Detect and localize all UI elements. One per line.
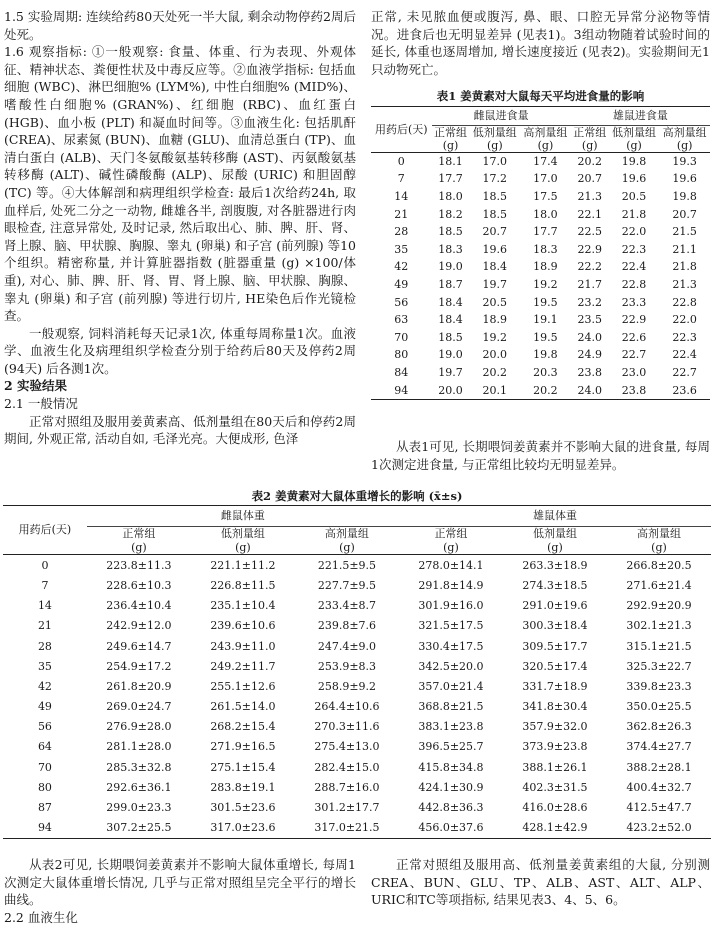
table-row <box>371 364 710 382</box>
value-cell: 18.4 <box>438 295 463 309</box>
value-cell: 235.1±10.4 <box>210 599 276 613</box>
table-row <box>3 697 711 717</box>
day-cell: 94 <box>3 818 87 839</box>
group-label: 低剂量组 <box>612 125 657 139</box>
value-cell: 264.4±10.6 <box>314 700 380 714</box>
value-cell: 23.3 <box>621 295 647 309</box>
value-cell: 22.7 <box>672 366 697 380</box>
unit-label: (g) <box>443 540 459 554</box>
value-cell: 228.6±10.3 <box>106 578 172 592</box>
day-cell: 14 <box>394 190 409 204</box>
value-cell: 342.5±20.0 <box>418 659 484 673</box>
value-cell: 23.0 <box>621 366 647 380</box>
value-cell: 325.3±22.7 <box>626 659 692 673</box>
value-cell: 373.9±23.8 <box>522 740 588 754</box>
value-cell: 17.0 <box>482 154 508 168</box>
value-cell: 18.3 <box>533 242 558 256</box>
column-group-header: 雄鼠体重 <box>399 506 711 527</box>
value-cell: 18.9 <box>482 313 508 327</box>
value-cell: 307.2±25.5 <box>87 818 191 839</box>
value-cell: 249.2±11.7 <box>210 659 276 673</box>
value-cell: 19.8 <box>533 348 558 362</box>
column-header <box>399 527 503 555</box>
value-cell: 21.1 <box>672 242 697 256</box>
value-cell: 17.5 <box>533 190 558 204</box>
value-cell: 285.3±32.8 <box>106 760 172 774</box>
value-cell: 17.7 <box>533 225 558 239</box>
value-cell: 19.0 <box>438 260 463 274</box>
unit-label: (g) <box>547 540 563 554</box>
value-cell: 261.8±20.9 <box>106 679 172 693</box>
day-cell: 70 <box>394 330 409 344</box>
value-cell: 226.8±11.5 <box>210 578 276 592</box>
value-cell: 23.8 <box>609 381 660 399</box>
day-cell: 49 <box>37 700 52 714</box>
value-cell: 247.4±9.0 <box>317 639 377 653</box>
value-cell: 22.1 <box>577 207 602 221</box>
value-cell: 315.1±21.5 <box>626 639 692 653</box>
value-cell: 428.1±42.9 <box>503 818 607 839</box>
unit-label: (g) <box>651 540 667 554</box>
day-cell: 14 <box>37 599 52 613</box>
paragraph: 一般观察, 饲料消耗每天记录1次, 体重每周称量1次。血液学、血液生化及病理组织学检查分别于给药后80天及停药2周 (94天) 后各测1次。 <box>4 325 356 376</box>
value-cell: 261.5±14.0 <box>210 700 276 714</box>
value-cell: 18.9 <box>533 260 558 274</box>
value-cell: 19.8 <box>621 154 647 168</box>
day-cell: 80 <box>37 780 52 794</box>
value-cell: 383.1±23.8 <box>418 720 484 734</box>
value-cell: 18.2 <box>438 207 463 221</box>
day-cell: 0 <box>41 558 49 572</box>
column-header <box>432 125 470 152</box>
value-cell: 299.0±23.3 <box>106 801 172 815</box>
value-cell: 291.0±19.6 <box>522 599 588 613</box>
column-group-header: 雄鼠进食量 <box>571 107 710 126</box>
table-row <box>3 555 711 576</box>
value-cell: 23.5 <box>577 313 602 327</box>
day-cell: 0 <box>397 154 405 168</box>
table-row <box>371 241 710 259</box>
table-header-row <box>371 107 710 126</box>
value-cell: 275.1±15.4 <box>210 760 276 774</box>
value-cell: 424.1±30.9 <box>418 780 484 794</box>
value-cell: 317.0±23.6 <box>191 818 295 839</box>
value-cell: 258.9±9.2 <box>317 679 377 693</box>
value-cell: 271.6±21.4 <box>626 578 692 592</box>
column-group-header: 雌鼠体重 <box>87 506 399 527</box>
group-label: 高剂量组 <box>523 125 568 139</box>
value-cell: 19.3 <box>672 154 697 168</box>
value-cell: 341.8±30.4 <box>522 700 588 714</box>
day-cell: 42 <box>394 260 409 274</box>
unit-label: (g) <box>486 138 503 152</box>
value-cell: 19.1 <box>533 313 558 327</box>
day-cell: 7 <box>41 578 49 592</box>
value-cell: 20.3 <box>533 366 558 380</box>
value-cell: 317.0±21.5 <box>295 818 399 839</box>
day-cell: 49 <box>394 278 409 292</box>
value-cell: 19.5 <box>533 295 558 309</box>
value-cell: 18.5 <box>438 330 463 344</box>
value-cell: 22.6 <box>621 330 647 344</box>
value-cell: 22.2 <box>577 260 602 274</box>
value-cell: 249.6±14.7 <box>106 639 172 653</box>
column-header: 用药后(天) <box>371 107 432 153</box>
value-cell: 20.2 <box>482 366 508 380</box>
value-cell: 18.4 <box>438 313 463 327</box>
value-cell: 20.0 <box>482 348 508 362</box>
day-cell: 28 <box>37 639 52 653</box>
value-cell: 239.8±7.6 <box>317 619 377 633</box>
group-label: 高剂量组 <box>324 527 369 541</box>
value-cell: 271.9±16.5 <box>210 740 276 754</box>
day-cell: 7 <box>397 172 405 186</box>
right-column-after-table1 <box>371 438 710 473</box>
value-cell: 18.5 <box>482 207 508 221</box>
value-cell: 281.1±28.0 <box>106 740 172 754</box>
column-header: 用药后(天) <box>3 506 87 555</box>
table-row <box>3 737 711 757</box>
value-cell: 243.9±11.0 <box>210 639 276 653</box>
value-cell: 400.4±32.7 <box>626 780 692 794</box>
table-row <box>371 170 710 188</box>
value-cell: 20.5 <box>621 190 647 204</box>
group-label: 高剂量组 <box>662 125 707 139</box>
value-cell: 24.0 <box>571 381 609 399</box>
unit-label: (g) <box>339 540 355 554</box>
paragraph: 2.1 一般情况 <box>4 396 78 412</box>
value-cell: 22.0 <box>621 225 647 239</box>
value-cell: 20.1 <box>469 381 520 399</box>
value-cell: 18.0 <box>438 190 463 204</box>
value-cell: 274.3±18.5 <box>522 578 588 592</box>
table-row <box>3 616 711 636</box>
value-cell: 423.2±52.0 <box>607 818 711 839</box>
table-row <box>3 656 711 676</box>
table-row <box>371 381 710 399</box>
value-cell: 266.8±20.5 <box>626 558 692 572</box>
value-cell: 20.0 <box>432 381 470 399</box>
value-cell: 23.6 <box>659 381 710 399</box>
value-cell: 18.7 <box>438 278 463 292</box>
table-row <box>371 346 710 364</box>
table-header-row <box>3 527 711 555</box>
value-cell: 301.5±23.6 <box>210 801 276 815</box>
unit-label: (g) <box>235 540 251 554</box>
value-cell: 21.7 <box>577 278 602 292</box>
bottom-left-text <box>4 856 356 926</box>
value-cell: 22.8 <box>621 278 647 292</box>
column-group-header: 雌鼠进食量 <box>432 107 571 126</box>
table1-caption: 表1 姜黄素对大鼠每天平均进食量的影响 <box>436 89 645 103</box>
value-cell: 233.4±8.7 <box>317 599 377 613</box>
value-cell: 22.8 <box>672 295 697 309</box>
value-cell: 282.4±15.0 <box>314 760 380 774</box>
column-header <box>87 527 191 555</box>
group-label: 低剂量组 <box>472 125 517 139</box>
column-header <box>607 527 711 555</box>
value-cell: 236.4±10.4 <box>106 599 172 613</box>
unit-label: (g) <box>626 138 642 152</box>
value-cell: 20.7 <box>672 207 697 221</box>
table-row <box>3 818 711 839</box>
value-cell: 20.2 <box>577 154 602 168</box>
value-cell: 19.7 <box>438 366 463 380</box>
day-cell: 87 <box>37 801 52 815</box>
value-cell: 357.0±21.4 <box>418 679 484 693</box>
value-cell: 416.0±28.6 <box>522 801 588 815</box>
table-row <box>3 636 711 656</box>
value-cell: 18.3 <box>438 242 463 256</box>
value-cell: 22.4 <box>672 348 697 362</box>
value-cell: 20.5 <box>482 295 508 309</box>
column-header <box>295 527 399 555</box>
value-cell: 19.0 <box>438 348 463 362</box>
value-cell: 302.1±21.3 <box>626 619 692 633</box>
value-cell: 221.5±9.5 <box>317 558 377 572</box>
value-cell: 269.0±24.7 <box>106 700 172 714</box>
value-cell: 19.6 <box>672 172 697 186</box>
value-cell: 19.6 <box>621 172 647 186</box>
value-cell: 331.7±18.9 <box>522 679 588 693</box>
paragraph: 正常对照组及服用高、低剂量姜黄素组的大鼠, 分别测CREA、BUN、GLU、TP、ALB、AST、ALT、ALP、URIC和TC等项指标, 结果见表3、4、5、6。 <box>371 857 710 908</box>
value-cell: 19.2 <box>482 330 508 344</box>
value-cell: 24.9 <box>577 348 602 362</box>
day-cell: 35 <box>37 659 52 673</box>
value-cell: 19.7 <box>482 278 508 292</box>
left-column-text <box>4 8 356 448</box>
day-cell: 35 <box>394 242 409 256</box>
paragraph: 1.6 观察指标: ①一般观察: 食量、体重、行为表现、外观体征、精神状态、粪便性状及中毒反应等。②血液学指标: 包括血细胞 (WBC)、淋巴细胞% (LYM%), 中性白细胞% (MID%)、嗜酸性白细胞% (GRAN%)、红细胞 (RBC)、血红蛋白 (HGB)、血小板 (PLT) 和凝血时间等。③血液生化: 包括肌酐 (CREA)、尿素氮 (BUN)、血糖 (GLU)、血清总蛋白 (TP)、血清白蛋白 (ALB)、天门冬氨酸氨基转移酶 (AST)、丙氨酸氨基转移酶 (ALT)、碱性磷酸酶 (ALP)、尿酸 (URIC) 和胆固醇 (TC) 等。④大体解剖和病理组织学检查: 最后1次给药24h, 取血样后, 处死二分之一动物, 雌雄各半, 剖腹腹, 对各脏器进行肉眼检查, 注意异常处, 及时记录, 然后取出心、肺、脾、肝、肾、肾上腺、脑、甲状腺、胸腺、睾丸 (卵巢) 和子宫 (前列腺) 等10个组织。精密称量, 并计算脏器指数 (脏器重量 (g) ×100/体重), 对心、肺、脾、肝、肾、胃、肾上腺、脑、甲状腺、胸腺、睾丸 (卵巢) 和子宫 (前列腺) 等进行切片, HE染色后作光镜检查。 <box>4 44 356 324</box>
value-cell: 309.5±17.7 <box>522 639 588 653</box>
value-cell: 396.5±25.7 <box>418 740 484 754</box>
day-cell: 70 <box>37 760 52 774</box>
value-cell: 21.8 <box>672 260 697 274</box>
paragraph: 1.5 实验周期: 连续给药80天处死一半大鼠, 剩余动物停药2周后处死。 <box>4 9 356 42</box>
value-cell: 18.1 <box>438 154 463 168</box>
table-row <box>371 293 710 311</box>
day-cell: 28 <box>394 225 409 239</box>
value-cell: 22.0 <box>672 313 697 327</box>
table2-caption: 表2 姜黄素对大鼠体重增长的影响 (x̄±s) <box>251 489 463 503</box>
table-row <box>3 797 711 817</box>
value-cell: 292.6±36.1 <box>106 780 172 794</box>
value-cell: 254.9±17.2 <box>106 659 172 673</box>
value-cell: 20.2 <box>520 381 571 399</box>
value-cell: 388.2±28.1 <box>626 760 692 774</box>
value-cell: 357.9±32.0 <box>522 720 588 734</box>
day-cell: 94 <box>371 381 432 399</box>
column-header <box>191 527 295 555</box>
value-cell: 456.0±37.6 <box>399 818 503 839</box>
value-cell: 17.2 <box>482 172 508 186</box>
value-cell: 239.6±10.6 <box>210 619 276 633</box>
value-cell: 301.2±17.7 <box>314 801 380 815</box>
bottom-right-text <box>371 856 710 909</box>
unit-label: (g) <box>442 138 459 152</box>
day-cell: 21 <box>37 619 52 633</box>
table-row <box>3 777 711 797</box>
value-cell: 23.2 <box>577 295 602 309</box>
value-cell: 17.4 <box>533 154 558 168</box>
column-header <box>469 125 520 152</box>
value-cell: 270.3±11.6 <box>314 720 380 734</box>
value-cell: 24.0 <box>577 330 602 344</box>
value-cell: 255.1±12.6 <box>210 679 276 693</box>
value-cell: 320.5±17.4 <box>522 659 588 673</box>
value-cell: 292.9±20.9 <box>626 599 692 613</box>
value-cell: 19.8 <box>672 190 697 204</box>
group-label: 正常组 <box>434 125 467 139</box>
value-cell: 22.7 <box>621 348 647 362</box>
table-row <box>371 329 710 347</box>
paragraph: 正常对照组及服用姜黄素高、低剂量组在80天后和停药2周期间, 外观正常, 活动自如, 毛泽光亮。大便成形, 色泽 <box>4 413 356 447</box>
value-cell: 374.4±27.7 <box>626 740 692 754</box>
value-cell: 22.9 <box>621 313 647 327</box>
value-cell: 415.8±34.8 <box>418 760 484 774</box>
day-cell: 80 <box>394 348 409 362</box>
value-cell: 362.8±26.3 <box>626 720 692 734</box>
column-header <box>659 125 710 152</box>
value-cell: 18.5 <box>482 190 508 204</box>
unit-label: (g) <box>537 138 554 152</box>
value-cell: 20.7 <box>577 172 602 186</box>
value-cell: 300.3±18.4 <box>522 619 588 633</box>
value-cell: 283.8±19.1 <box>210 780 276 794</box>
value-cell: 19.5 <box>533 330 558 344</box>
value-cell: 291.8±14.9 <box>418 578 484 592</box>
value-cell: 22.9 <box>577 242 602 256</box>
paragraph: 正常, 未见脓血便或腹泻, 鼻、眼、口腔无异常分泌物等情况。进食后也无明显差异 (见表1)。3组动物随着试验时间的延长, 体重也逐周增加, 增长速度接近 (见表2)。实验期间无1只动物死亡。 <box>371 9 710 77</box>
section-heading: 2 实验结果 <box>4 378 68 394</box>
table-row <box>3 757 711 777</box>
column-header <box>503 527 607 555</box>
value-cell: 18.5 <box>438 225 463 239</box>
value-cell: 275.4±13.0 <box>314 740 380 754</box>
value-cell: 242.9±12.0 <box>106 619 172 633</box>
value-cell: 263.3±18.9 <box>522 558 588 572</box>
paragraph: 从表1可见, 长期喂饲姜黄素并不影响大鼠的进食量, 每周1次测定进食量, 与正常组比较均无明显差异。 <box>371 439 710 472</box>
day-cell: 21 <box>394 207 409 221</box>
value-cell: 301.9±16.0 <box>418 599 484 613</box>
day-cell: 64 <box>37 740 52 754</box>
table-row <box>371 258 710 276</box>
value-cell: 402.3±31.5 <box>522 780 588 794</box>
value-cell: 21.3 <box>577 190 602 204</box>
value-cell: 18.4 <box>482 260 508 274</box>
value-cell: 22.5 <box>577 225 602 239</box>
value-cell: 339.8±23.3 <box>626 679 692 693</box>
table-row <box>371 152 710 170</box>
paragraph: 2.2 血液生化 <box>4 909 78 925</box>
value-cell: 17.7 <box>438 172 463 186</box>
value-cell: 22.3 <box>621 242 647 256</box>
value-cell: 442.8±36.3 <box>418 801 484 815</box>
value-cell: 278.0±14.1 <box>418 558 484 572</box>
group-label: 正常组 <box>573 125 607 139</box>
value-cell: 23.8 <box>577 366 602 380</box>
table-row <box>371 276 710 294</box>
value-cell: 321.5±17.5 <box>418 619 484 633</box>
table-row <box>3 717 711 737</box>
value-cell: 21.5 <box>672 225 697 239</box>
value-cell: 21.8 <box>621 207 647 221</box>
column-header <box>609 125 660 152</box>
paragraph: 从表2可见, 长期喂饲姜黄素并不影响大鼠体重增长, 每周1次测定大鼠体重增长情况, 几乎与正常对照组呈完全平行的增长曲线。 <box>4 857 356 908</box>
day-cell: 56 <box>394 295 409 309</box>
right-column-text <box>371 8 710 78</box>
value-cell: 412.5±47.7 <box>626 801 692 815</box>
value-cell: 368.8±21.5 <box>418 700 484 714</box>
table2 <box>3 505 711 839</box>
table-row <box>3 676 711 696</box>
value-cell: 19.6 <box>482 242 508 256</box>
value-cell: 221.1±11.2 <box>210 558 276 572</box>
value-cell: 227.7±9.5 <box>317 578 377 592</box>
value-cell: 21.3 <box>672 278 697 292</box>
value-cell: 22.4 <box>621 260 647 274</box>
day-cell: 63 <box>394 313 409 327</box>
group-label: 高剂量组 <box>636 527 681 541</box>
day-cell: 84 <box>394 366 409 380</box>
group-label: 正常组 <box>122 527 156 541</box>
value-cell: 20.7 <box>482 225 508 239</box>
table1 <box>371 106 710 400</box>
value-cell: 330.4±17.5 <box>418 639 484 653</box>
value-cell: 223.8±11.3 <box>106 558 172 572</box>
table-row <box>371 188 710 206</box>
value-cell: 22.3 <box>672 330 697 344</box>
group-label: 正常组 <box>434 527 468 541</box>
value-cell: 268.2±15.4 <box>210 720 276 734</box>
group-label: 低剂量组 <box>220 527 265 541</box>
table-row <box>3 596 711 616</box>
column-header <box>571 125 609 152</box>
table-header-row <box>3 506 711 527</box>
value-cell: 19.2 <box>533 278 558 292</box>
table-row <box>3 575 711 595</box>
unit-label: (g) <box>131 540 147 554</box>
day-cell: 56 <box>37 720 52 734</box>
table-row <box>371 223 710 241</box>
value-cell: 17.0 <box>533 172 558 186</box>
value-cell: 288.7±16.0 <box>314 780 380 794</box>
group-label: 低剂量组 <box>532 527 577 541</box>
day-cell: 42 <box>37 679 52 693</box>
table-row <box>371 311 710 329</box>
value-cell: 388.1±26.1 <box>522 760 588 774</box>
unit-label: (g) <box>676 138 693 152</box>
value-cell: 276.9±28.0 <box>106 720 172 734</box>
value-cell: 253.9±8.3 <box>317 659 377 673</box>
value-cell: 18.0 <box>533 207 558 221</box>
value-cell: 350.0±25.5 <box>626 700 692 714</box>
column-header <box>520 125 571 152</box>
table-row <box>371 205 710 223</box>
unit-label: (g) <box>581 138 598 152</box>
